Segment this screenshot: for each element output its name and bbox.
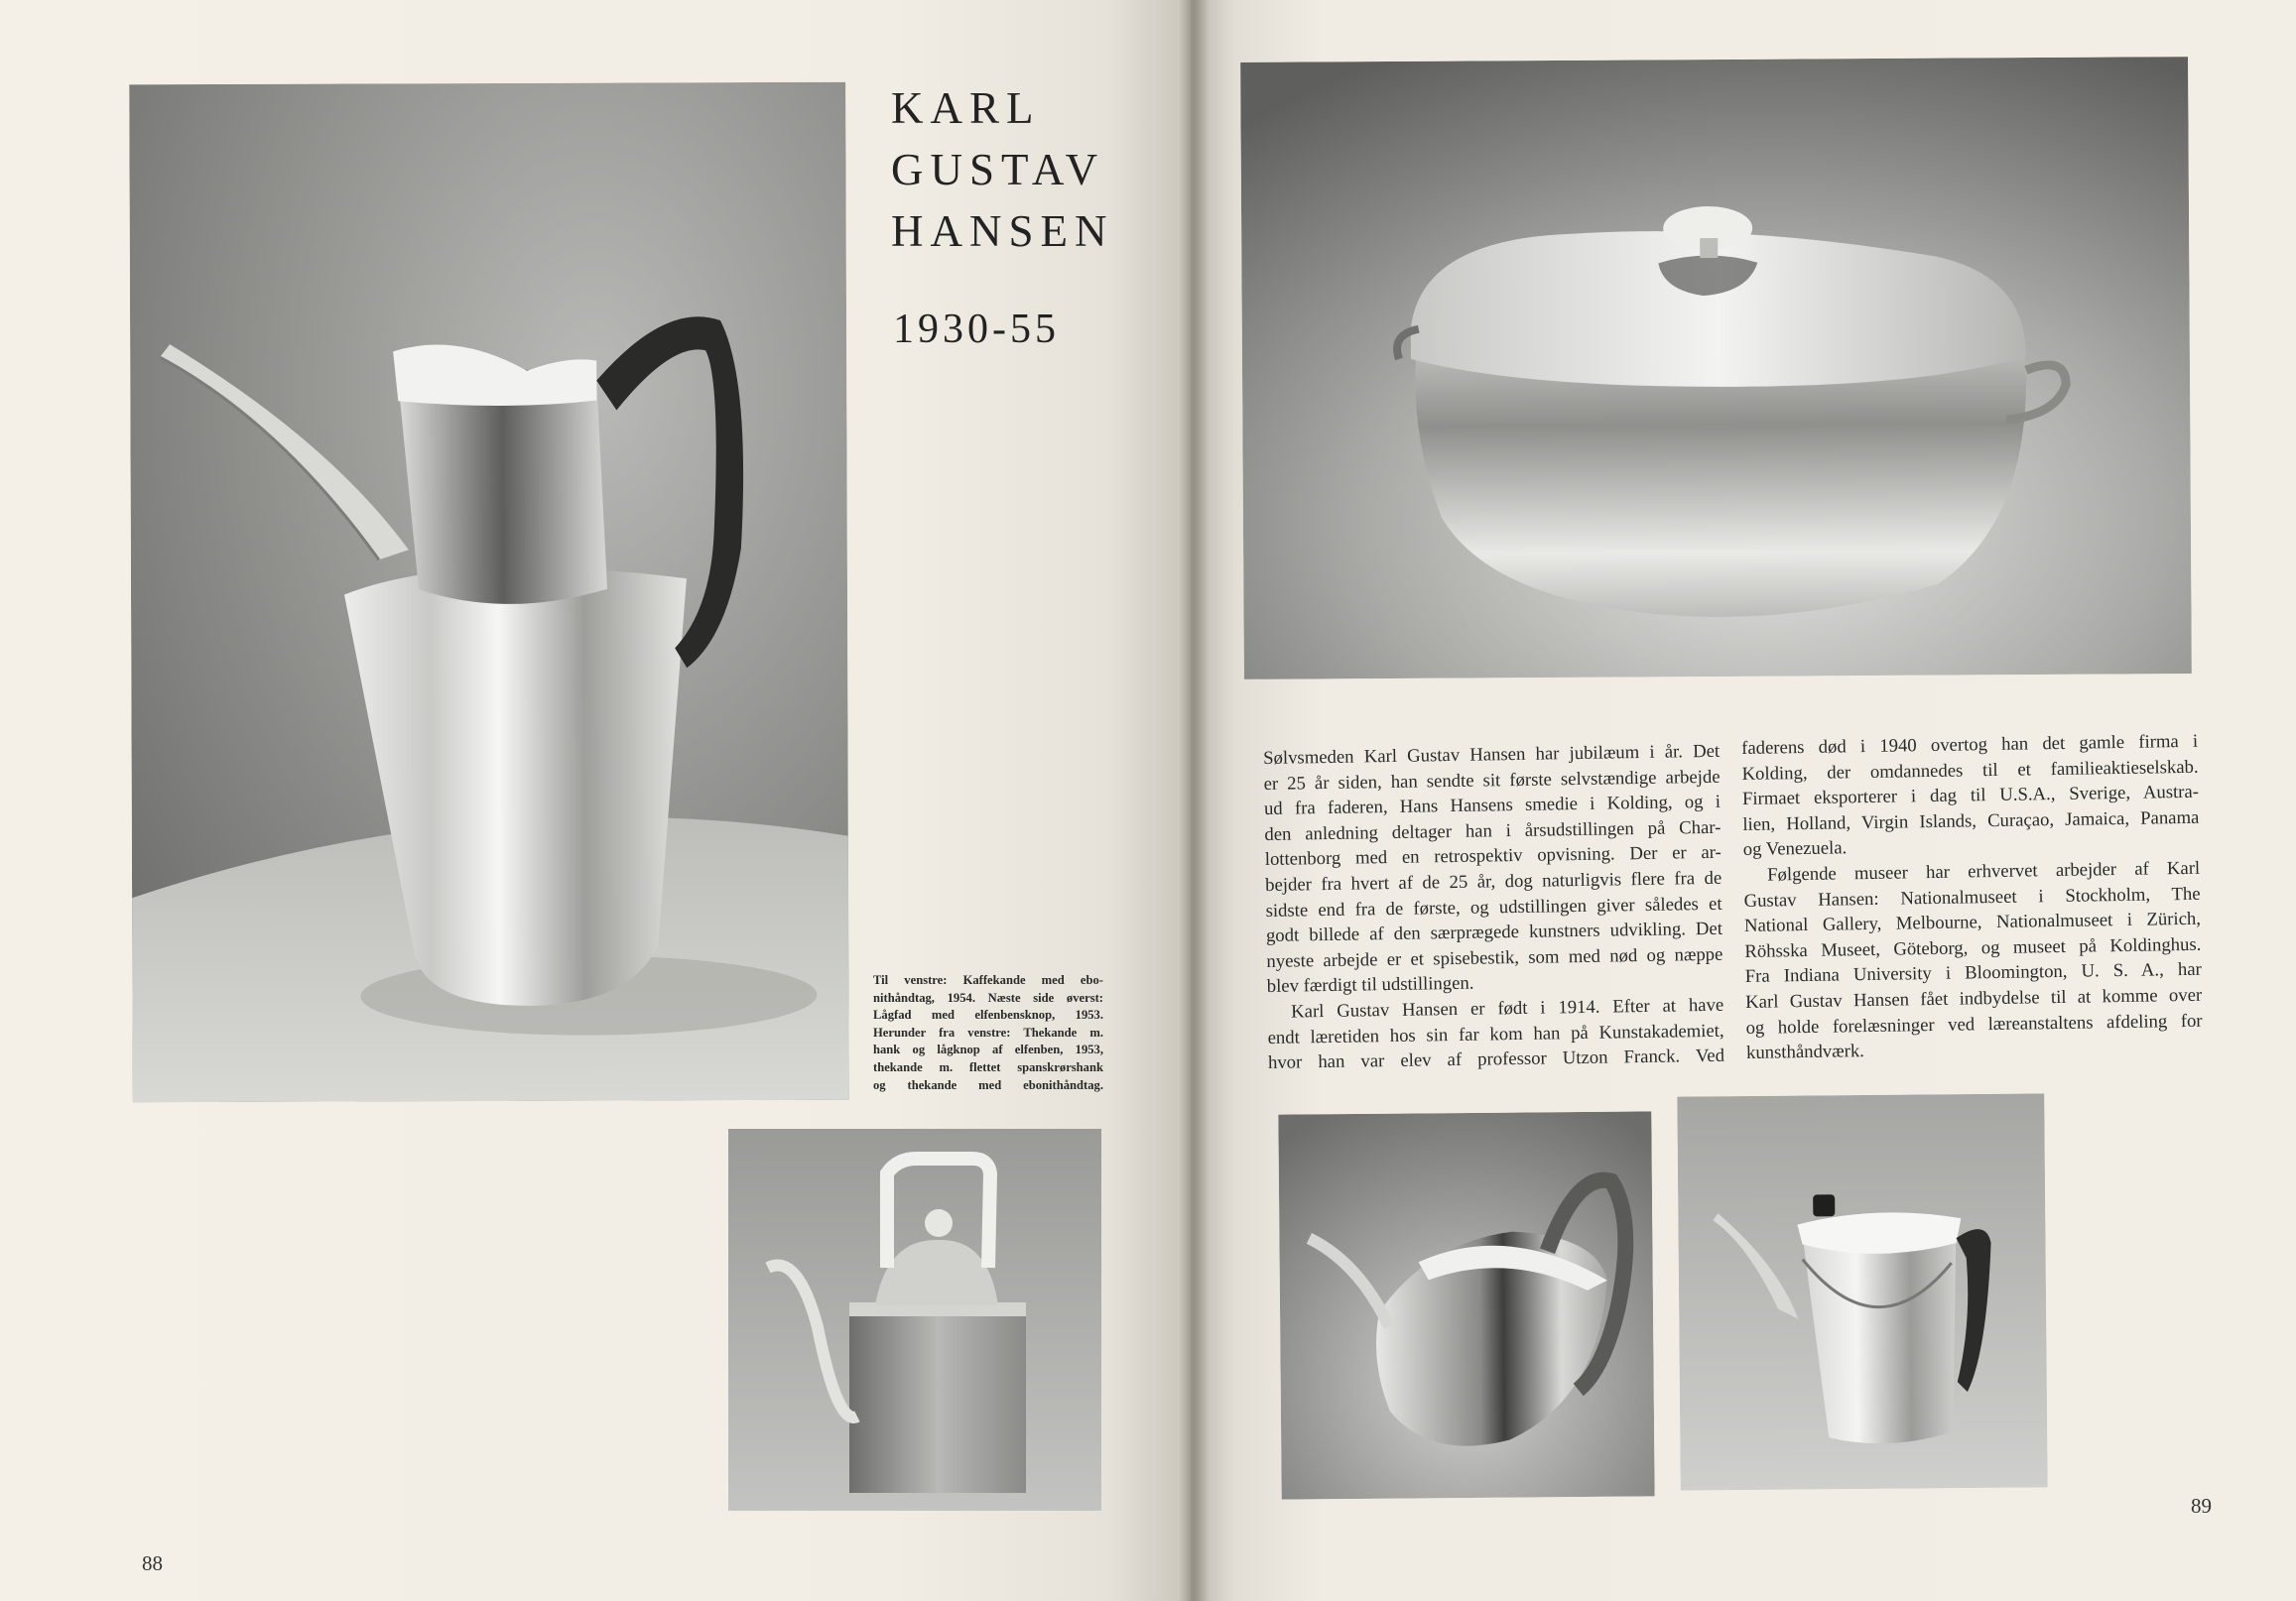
body-line: Röhsska Museet, Göteborg, og museet på Koldinghus. bbox=[1744, 933, 2202, 962]
article-title bbox=[891, 77, 1114, 262]
body-line: lien, Holland, Virgin Islands, Curaçao, Jamaica, Panama bbox=[1742, 806, 2200, 835]
body-line: den anledning deltager han i årsudstillingen på Char- bbox=[1264, 816, 1722, 845]
title-line-1: KARL bbox=[891, 83, 1041, 133]
body-line: Kolding, der omdannedes til et familieaktieselskab. bbox=[1741, 756, 2199, 785]
body-line: Karl Gustav Hansen er født i 1914. Efter at have bbox=[1291, 994, 1724, 1023]
coffee-pot-photo bbox=[129, 82, 849, 1103]
photo-caption bbox=[873, 972, 1103, 1094]
body-line: bejder fra hvert af de 25 år, dog naturligvis flere fra de bbox=[1265, 867, 1722, 896]
body-line: Karl Gustav Hansen fået indbydelse til at komme over bbox=[1745, 984, 2203, 1013]
article-years: 1930-55 bbox=[893, 307, 1060, 352]
body-line: Fra Indiana University i Bloomington, U. S. A., har bbox=[1744, 959, 2202, 988]
caption-line: Lågfad med elfenbensknop, 1953. bbox=[873, 1008, 1103, 1023]
page-number-right: 89 bbox=[2191, 1494, 2212, 1518]
body-line: lottenborg med en retrospektiv opvisning. Der er ar- bbox=[1264, 842, 1722, 871]
body-line: National Gallery, Melbourne, Nationalmuseet i Zürich, bbox=[1743, 908, 2202, 937]
covered-dish-photo bbox=[1240, 57, 2192, 679]
caption-line: hank og lågknop af elfenben, 1953, bbox=[873, 1043, 1103, 1057]
body-line: kunsthåndværk. bbox=[1745, 1041, 1865, 1064]
body-line: Firmaet eksporterer i dag til U.S.A., Sverige, Austra- bbox=[1741, 781, 2200, 810]
teapot-cane-handle-photo bbox=[1278, 1111, 1654, 1499]
title-line-2: GUSTAV bbox=[891, 145, 1105, 194]
body-line: Følgende museer har erhvervet arbejder af Karl bbox=[1767, 857, 2201, 886]
body-line: er 25 år siden, han sendte sit første selvstændige arbejde bbox=[1263, 766, 1721, 795]
body-line: og holde forelæsninger ved læreanstaltens afdeling for bbox=[1745, 1010, 2203, 1039]
book-gutter bbox=[1179, 0, 1209, 1601]
body-line: sidste end fra de første, og udstillingen giver således et bbox=[1265, 893, 1722, 922]
teapot-ebonite-handle-photo bbox=[1677, 1093, 2047, 1490]
body-line: og Venezuela. bbox=[1742, 837, 1848, 861]
page-number-left: 88 bbox=[142, 1551, 163, 1575]
caption-line: og thekande med ebonithåndtag. bbox=[873, 1077, 1103, 1092]
kettle-photo bbox=[728, 1129, 1101, 1511]
body-line: nyeste arbejde er et spisebestik, som med nød og næppe bbox=[1266, 943, 1723, 972]
body-line: blev færdigt til udstillingen. bbox=[1266, 973, 1474, 998]
body-line: hvor han var elev af professor Utzon Franck. Ved bbox=[1267, 1045, 1725, 1074]
body-line: Sølvsmeden Karl Gustav Hansen har jubilæum i år. Det bbox=[1263, 740, 1721, 769]
body-line: Gustav Hansen: Nationalmuseet i Stockholm, The bbox=[1743, 883, 2201, 912]
body-line: ud fra faderen, Hans Hansens smedie i Kolding, og i bbox=[1263, 791, 1722, 820]
body-line: godt billede af den særprægede kunstners udvikling. Det bbox=[1265, 918, 1723, 947]
body-text-column-2 bbox=[1741, 729, 2203, 1066]
caption-line: Herunder fra venstre: Thekande m. bbox=[873, 1025, 1103, 1040]
body-line: faderens død i 1940 overtog han det gamle firma i bbox=[1741, 730, 2199, 759]
caption-line: Til venstre: Kaffekande med ebo- bbox=[873, 973, 1103, 987]
title-line-3: HANSEN bbox=[891, 206, 1114, 256]
body-line: endt læretiden hos sin far kom han på Kunstakademiet, bbox=[1267, 1020, 1724, 1048]
caption-line: thekande m. flettet spanskrørshank bbox=[873, 1059, 1103, 1074]
body-text-column-1 bbox=[1263, 739, 1724, 1076]
caption-line: nithåndtag, 1954. Næste side øverst: bbox=[873, 990, 1103, 1005]
